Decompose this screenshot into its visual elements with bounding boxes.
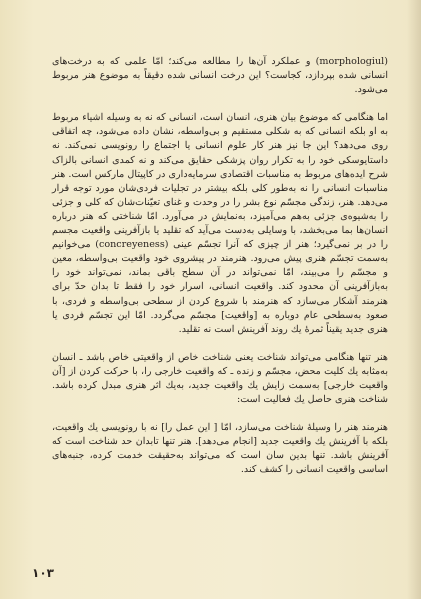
body-text [52, 55, 388, 492]
paragraph-3: هنر تنها هنگامی می‌تواند شناخت یعنی شناخت خاص از واقعیتی خاص باشد ـ انسان به‌مثابه یك کلیت محض، مجسّم و زنده ـ که واقعیت خارجی را، با حرکت کردن از [آن واقعیت خارجی] به‌سمت زایش یك واقعیت جدید، به‌یك اثر هنری مبدل کرده باشد. شناخت هنری حاصل یك فعالیت است: [52, 351, 388, 406]
paragraph-4: هنرمند هنر را وسیلۀ شناخت می‌سازد، امّا [ این عمل را] نه با رونویسی یك واقعیت، بلکه با آفرینش یك واقعیت جدید [انجام می‌دهد]. هنر تنها تابدان حد شناخت است که آفرینش باشد. تنها بدین سان است که می‌تواند به‌حقیقت خدمت کرده، جنبه‌های اساسی واقعیت انسانی را کشف کند. [52, 422, 388, 476]
page-number: ۱۰۳ [32, 566, 54, 580]
page-edge-shadow [407, 0, 421, 599]
paragraph-1: (morphologiul) و عملکرد آن‌ها را مطالعه می‌کند؛ امّا علمی که به درخت‌های انسانی شده بپردازد، کجاست؟ این درخت انسانی شده دقیقاً به موضوع هنر مربوط می‌شود. [52, 56, 388, 96]
paragraph-2: اما هنگامی که موضوع بیان هنری، انسان است، انسانی که نه به وسیله اشیاء مربوط به او بلکه انسانی که به شکلی مستقیم و بی‌واسطه، نشان داده می‌شود، چه اتفاقی روی می‌دهد؟ این جا نیز هنر کار علوم انسانی یا اجتماع را رونویسی نمی‌کند. نه داستایوسکی خود را به تکرار روان پزشکی حقایق می‌کند و نه کمدی انسانی بالزاک شرح ایده‌های مربوط به مناسبات اقتصادی سرمایه‌داری در کاپیتال مارکس است. هنر مناسبات انسانی را نه به‌طور کلی بلکه بیشتر در تجلیات فردی‌شان مورد توجه قرار می‌دهد. هنر، زندگی مجسّم نوع بشر را در وحدت و غنای تعیّنات‌شان که کلی و جزئی را به‌شیوه‌ی جزئی به‌هم می‌آمیزد، به‌نمایش در می‌آورد. امّا شناختی که هنر درباره انسان‌ها بما می‌بخشد، با وسایلی به‌دست می‌آید که تقلید یا بازآفرینی واقعیت مجسم را در بر نمی‌گیرد؛ هنر از چیزی که آنرا تجسّم عینی (concreyeness) می‌خوانیم به‌سمت تجسّم هنری پیش می‌رود. هنرمند در پیشروی خود واقعیت بی‌واسطه، معین و مجسّم را می‌بیند، امّا نمی‌تواند در آن سطح باقی بماند، نمی‌تواند خود را به‌بازآفرینی آن محدود کند. واقعیت انسانی، اسرار خود را فقط تا بدان حدّ برای هنرمند آشکار می‌سازد که هنرمند با شروع کردن از سطحی بی‌واسطه و فردی، با صعود به‌سطحی عام دوباره به [واقعیت] مجسّم می‌گردد. امّا این تجسّم فردی یا هنری جدید یقیناً ثمرۀ یك روند آفرینش است نه تقلید. [52, 112, 388, 335]
